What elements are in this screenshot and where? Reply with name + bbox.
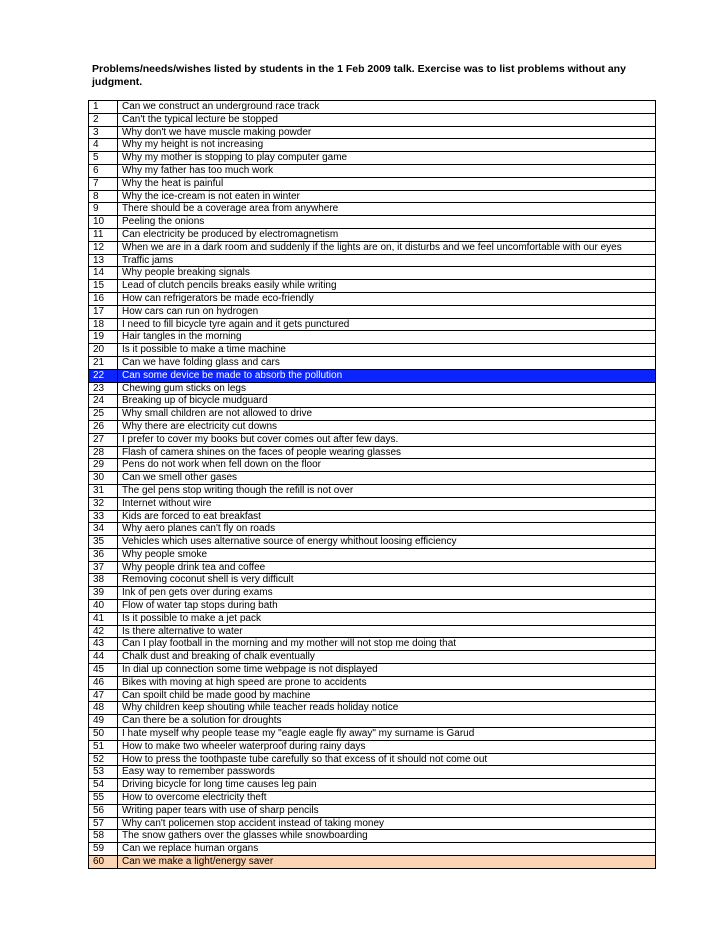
page-heading: Problems/needs/wishes listed by students in the 1 Feb 2009 talk. Exercise was to list problems without any judgment. — [92, 63, 626, 88]
table-row — [89, 856, 656, 869]
row-number: 7 — [89, 177, 118, 190]
table-row — [89, 536, 656, 549]
row-number: 18 — [89, 318, 118, 331]
row-number: 53 — [89, 766, 118, 779]
row-text: Why my mother is stopping to play computer game — [118, 152, 656, 165]
row-text: Why small children are not allowed to drive — [118, 408, 656, 421]
table-row — [89, 523, 656, 536]
row-text: Removing coconut shell is very difficult — [118, 574, 656, 587]
row-number: 59 — [89, 843, 118, 856]
table-row — [89, 497, 656, 510]
row-number: 17 — [89, 305, 118, 318]
row-number: 15 — [89, 280, 118, 293]
row-text: I hate myself why people tease my "eagle eagle fly away" my surname is Garud — [118, 728, 656, 741]
table-row — [89, 446, 656, 459]
row-number: 30 — [89, 472, 118, 485]
table-row — [89, 203, 656, 216]
row-number: 16 — [89, 292, 118, 305]
row-text: Why children keep shouting while teacher reads holiday notice — [118, 702, 656, 715]
row-text: Chalk dust and breaking of chalk eventually — [118, 651, 656, 664]
row-text: Bikes with moving at high speed are prone to accidents — [118, 676, 656, 689]
table-row — [89, 651, 656, 664]
row-text: Can there be a solution for droughts — [118, 715, 656, 728]
row-text: How can refrigerators be made eco-friendly — [118, 292, 656, 305]
row-number: 31 — [89, 484, 118, 497]
row-number: 19 — [89, 331, 118, 344]
table-row — [89, 280, 656, 293]
row-text: Why people breaking signals — [118, 267, 656, 280]
row-text: Is there alternative to water — [118, 625, 656, 638]
problems-table-body — [89, 101, 656, 869]
table-row — [89, 344, 656, 357]
row-number: 8 — [89, 190, 118, 203]
row-text: Kids are forced to eat breakfast — [118, 510, 656, 523]
row-number: 10 — [89, 216, 118, 229]
row-text: Can we have folding glass and cars — [118, 356, 656, 369]
row-text: Can we smell other gases — [118, 472, 656, 485]
table-row — [89, 804, 656, 817]
row-number: 1 — [89, 101, 118, 114]
row-number: 41 — [89, 612, 118, 625]
row-number: 27 — [89, 433, 118, 446]
table-row — [89, 715, 656, 728]
table-row — [89, 574, 656, 587]
row-text: Ink of pen gets over during exams — [118, 587, 656, 600]
row-text: Driving bicycle for long time causes leg pain — [118, 779, 656, 792]
row-number: 33 — [89, 510, 118, 523]
table-row — [89, 638, 656, 651]
row-number: 9 — [89, 203, 118, 216]
row-text: Flash of camera shines on the faces of people wearing glasses — [118, 446, 656, 459]
row-text: How to overcome electricity theft — [118, 792, 656, 805]
row-number: 25 — [89, 408, 118, 421]
row-number: 42 — [89, 625, 118, 638]
table-row — [89, 190, 656, 203]
row-text: I need to fill bicycle tyre again and it gets punctured — [118, 318, 656, 331]
row-text: When we are in a dark room and suddenly if the lights are on, it disturbs and we feel uncomfortable with our eyes — [118, 241, 656, 254]
row-number: 52 — [89, 753, 118, 766]
row-number: 54 — [89, 779, 118, 792]
row-text: Why don't we have muscle making powder — [118, 126, 656, 139]
problems-table — [88, 100, 656, 869]
table-row — [89, 676, 656, 689]
table-row — [89, 587, 656, 600]
row-number: 4 — [89, 139, 118, 152]
table-row — [89, 664, 656, 677]
row-text: Pens do not work when fell down on the floor — [118, 459, 656, 472]
row-number: 24 — [89, 395, 118, 408]
row-text: Can I play football in the morning and my mother will not stop me doing that — [118, 638, 656, 651]
row-text: Traffic jams — [118, 254, 656, 267]
row-number: 49 — [89, 715, 118, 728]
row-text: Is it possible to make a jet pack — [118, 612, 656, 625]
table-row — [89, 472, 656, 485]
row-number: 55 — [89, 792, 118, 805]
row-text: Vehicles which uses alternative source of energy whithout loosing efficiency — [118, 536, 656, 549]
table-row — [89, 164, 656, 177]
table-row — [89, 420, 656, 433]
row-text: I prefer to cover my books but cover comes out after few days. — [118, 433, 656, 446]
row-text: Can we construct an underground race track — [118, 101, 656, 114]
row-number: 45 — [89, 664, 118, 677]
table-row — [89, 625, 656, 638]
row-text: Can spoilt child be made good by machine — [118, 689, 656, 702]
row-number: 13 — [89, 254, 118, 267]
row-number: 44 — [89, 651, 118, 664]
table-row — [89, 459, 656, 472]
row-text: Can we replace human organs — [118, 843, 656, 856]
table-row — [89, 318, 656, 331]
table-row — [89, 139, 656, 152]
row-text: The gel pens stop writing though the refill is not over — [118, 484, 656, 497]
table-row — [89, 843, 656, 856]
row-text: In dial up connection some time webpage is not displayed — [118, 664, 656, 677]
table-row — [89, 766, 656, 779]
table-row — [89, 702, 656, 715]
row-text: Easy way to remember passwords — [118, 766, 656, 779]
row-number: 58 — [89, 830, 118, 843]
row-number: 20 — [89, 344, 118, 357]
table-row — [89, 331, 656, 344]
row-number: 43 — [89, 638, 118, 651]
row-number: 26 — [89, 420, 118, 433]
table-row — [89, 356, 656, 369]
row-text: Why the heat is painful — [118, 177, 656, 190]
row-text: Internet without wire — [118, 497, 656, 510]
row-text: Can electricity be produced by electromagnetism — [118, 228, 656, 241]
row-number: 11 — [89, 228, 118, 241]
table-row — [89, 753, 656, 766]
row-text: How to make two wheeler waterproof during rainy days — [118, 740, 656, 753]
table-row — [89, 728, 656, 741]
row-text: Peeling the onions — [118, 216, 656, 229]
row-number: 3 — [89, 126, 118, 139]
row-text: Why people smoke — [118, 548, 656, 561]
table-row — [89, 292, 656, 305]
row-number: 21 — [89, 356, 118, 369]
row-number: 35 — [89, 536, 118, 549]
row-text: Why aero planes can't fly on roads — [118, 523, 656, 536]
row-number: 39 — [89, 587, 118, 600]
row-number: 29 — [89, 459, 118, 472]
row-number: 6 — [89, 164, 118, 177]
row-number: 46 — [89, 676, 118, 689]
row-text: Is it possible to make a time machine — [118, 344, 656, 357]
row-text: Why there are electricity cut downs — [118, 420, 656, 433]
row-text: Flow of water tap stops during bath — [118, 600, 656, 613]
row-number: 48 — [89, 702, 118, 715]
row-text: Why the ice-cream is not eaten in winter — [118, 190, 656, 203]
table-row — [89, 817, 656, 830]
table-row — [89, 254, 656, 267]
table-row — [89, 408, 656, 421]
table-row — [89, 484, 656, 497]
row-number: 37 — [89, 561, 118, 574]
row-number: 56 — [89, 804, 118, 817]
row-text: Can't the typical lecture be stopped — [118, 113, 656, 126]
table-row — [89, 113, 656, 126]
row-number: 57 — [89, 817, 118, 830]
row-text: Lead of clutch pencils breaks easily while writing — [118, 280, 656, 293]
row-text: Why my father has too much work — [118, 164, 656, 177]
table-row — [89, 382, 656, 395]
row-number: 2 — [89, 113, 118, 126]
row-number: 34 — [89, 523, 118, 536]
row-text: How cars can run on hydrogen — [118, 305, 656, 318]
row-text: Chewing gum sticks on legs — [118, 382, 656, 395]
row-number: 50 — [89, 728, 118, 741]
row-number: 22 — [89, 369, 118, 382]
row-number: 28 — [89, 446, 118, 459]
table-row — [89, 433, 656, 446]
table-row — [89, 830, 656, 843]
row-text: Writing paper tears with use of sharp pencils — [118, 804, 656, 817]
row-text: Can some device be made to absorb the pollution — [118, 369, 656, 382]
table-row — [89, 228, 656, 241]
row-text: Why people drink tea and coffee — [118, 561, 656, 574]
row-text: How to press the toothpaste tube carefully so that excess of it should not come out — [118, 753, 656, 766]
table-row — [89, 779, 656, 792]
row-number: 51 — [89, 740, 118, 753]
table-row — [89, 740, 656, 753]
row-number: 12 — [89, 241, 118, 254]
table-row — [89, 152, 656, 165]
table-row — [89, 612, 656, 625]
table-row — [89, 177, 656, 190]
table-row — [89, 561, 656, 574]
row-text: Breaking up of bicycle mudguard — [118, 395, 656, 408]
row-text: Can we make a light/energy saver — [118, 856, 656, 869]
table-row — [89, 126, 656, 139]
table-row — [89, 241, 656, 254]
row-text: Why my height is not increasing — [118, 139, 656, 152]
row-number: 40 — [89, 600, 118, 613]
row-number: 14 — [89, 267, 118, 280]
table-row — [89, 510, 656, 523]
table-row — [89, 548, 656, 561]
table-row — [89, 305, 656, 318]
table-row — [89, 395, 656, 408]
row-text: Why can't policemen stop accident instead of taking money — [118, 817, 656, 830]
row-text: There should be a coverage area from anywhere — [118, 203, 656, 216]
table-row — [89, 689, 656, 702]
row-number: 60 — [89, 856, 118, 869]
row-number: 36 — [89, 548, 118, 561]
row-number: 32 — [89, 497, 118, 510]
row-number: 5 — [89, 152, 118, 165]
table-row — [89, 600, 656, 613]
row-text: The snow gathers over the glasses while snowboarding — [118, 830, 656, 843]
table-row — [89, 216, 656, 229]
table-row — [89, 792, 656, 805]
table-row — [89, 267, 656, 280]
row-number: 38 — [89, 574, 118, 587]
row-number: 47 — [89, 689, 118, 702]
row-text: Hair tangles in the morning — [118, 331, 656, 344]
table-row — [89, 101, 656, 114]
table-row — [89, 369, 656, 382]
row-number: 23 — [89, 382, 118, 395]
